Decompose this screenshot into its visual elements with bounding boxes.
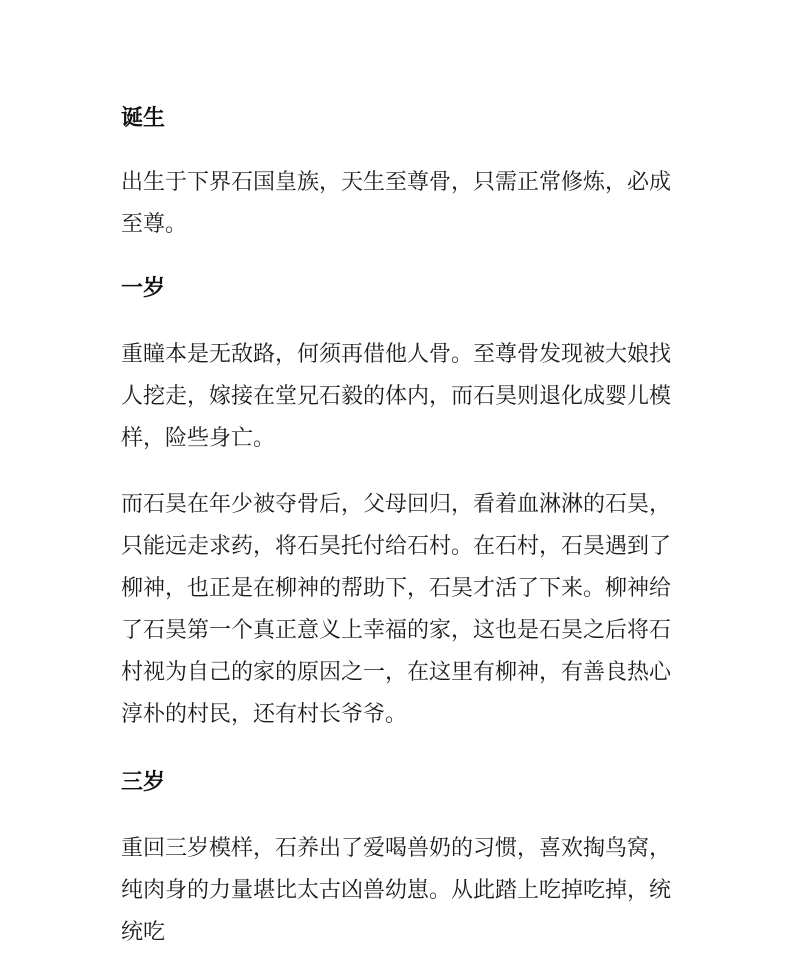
section-heading-age-three: 三岁 xyxy=(121,770,166,795)
section-heading-birth: 诞生 xyxy=(121,106,166,131)
paragraph-birth: 出生于下界石国皇族，天生至尊骨，只需正常修炼，必成至尊。 xyxy=(121,170,672,237)
section-heading-age-one: 一岁 xyxy=(121,276,166,301)
paragraph-age-one-2: 而石昊在年少被夺骨后，父母回归，看着血淋淋的石昊，只能远走求药，将石昊托付给石村。在石村，石昊遇到了柳神，也正是在柳神的帮助下，石昊才活了下来。柳神给了石昊第一个真正意义上幸福的家，这也是石昊之后将石村视为自己的家的原因之一，在这里有柳神，有善良热心淳朴的村民，还有村长爷爷。 xyxy=(121,492,672,727)
article-body xyxy=(121,96,685,954)
paragraph-age-three: 重回三岁模样，石养出了爱喝兽奶的习惯，喜欢掏鸟窝，纯肉身的力量堪比太古凶兽幼崽。从此踏上吃掉吃掉，统统吃 xyxy=(121,836,672,945)
paragraph-age-one-1: 重瞳本是无敌路，何须再借他人骨。至尊骨发现被大娘找人挖走，嫁接在堂兄石毅的体内，而石昊则退化成婴儿模样，险些身亡。 xyxy=(121,342,672,451)
